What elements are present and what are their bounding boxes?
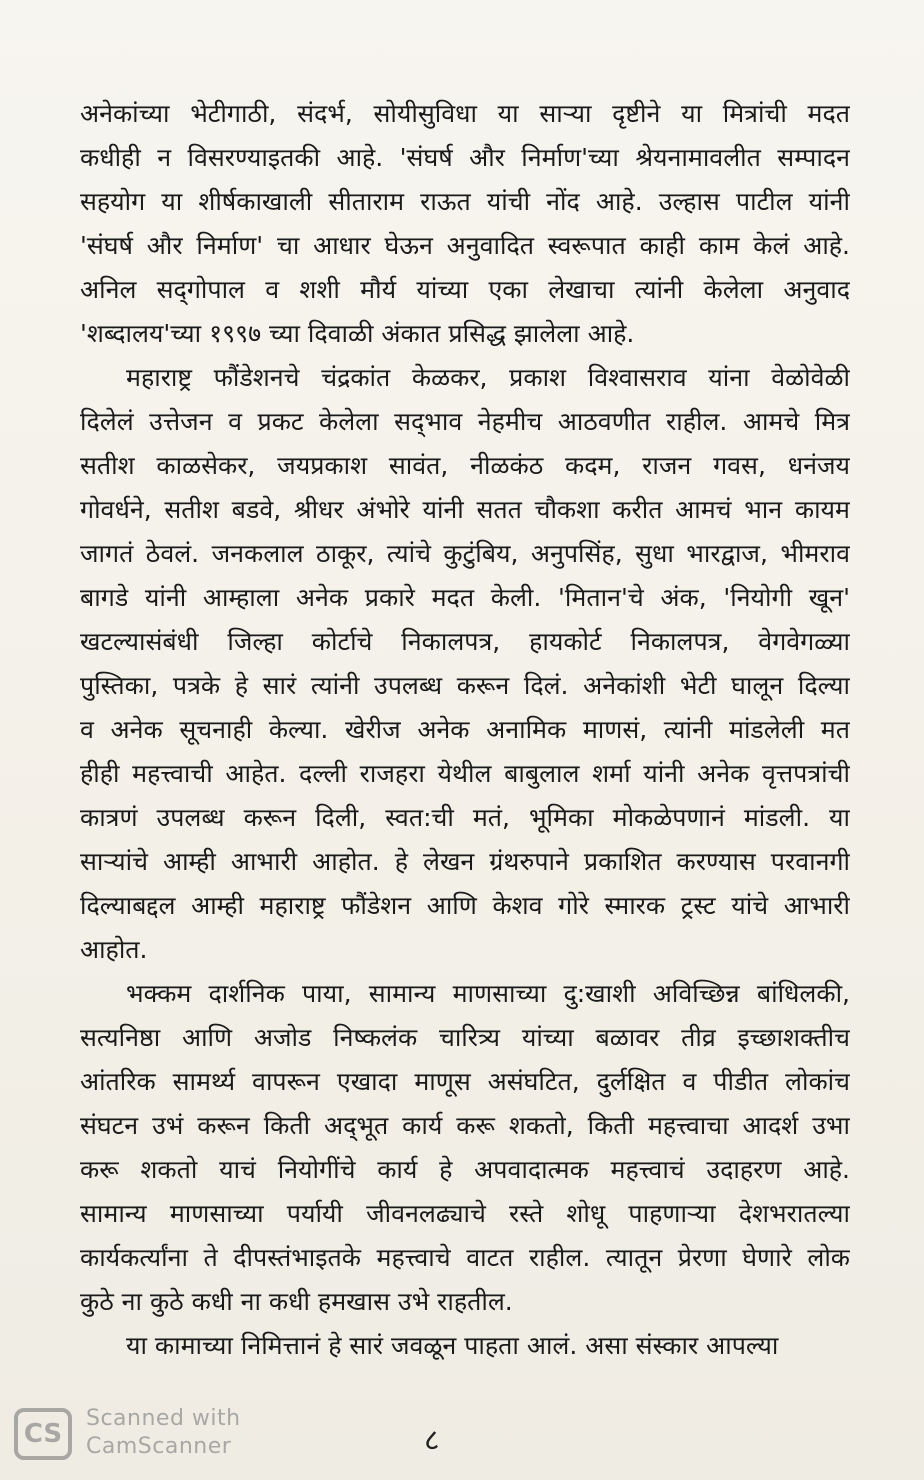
text-line: सामान्य माणसाच्या पर्यायी जीवनलढ्याचे रस्ते शोधू पाहणाऱ्या देशभरातल्या: [80, 1199, 850, 1228]
paragraph: [80, 972, 850, 1324]
text-line: दिल्याबद्दल आम्ही महाराष्ट्र फौंडेशन आणि केशव गोरे स्मारक ट्रस्ट यांचे आभारी: [80, 891, 850, 920]
text-line: अनेकांच्या भेटीगाठी, संदर्भ, सोयीसुविधा या साऱ्या दृष्टीने या मित्रांची मदत: [80, 99, 850, 128]
text-line: खटल्यासंबंधी जिल्हा कोर्टाचे निकालपत्र, हायकोर्ट निकालपत्र, वेगवेगळ्या: [80, 627, 850, 656]
text-line: 'शब्दालय'च्या १९९७ च्या दिवाळी अंकात प्रसिद्ध झालेला आहे.: [80, 319, 635, 348]
camscanner-logo-icon: CS: [14, 1408, 72, 1460]
paragraph: [80, 356, 850, 972]
text-line: अनिल सद्‌गोपाल व शशी मौर्य यांच्या एका लेखाचा त्यांनी केलेला अनुवाद: [80, 275, 850, 304]
text-line: आंतरिक सामर्थ्य वापरून एखादा माणूस असंघटित, दुर्लक्षित व पीडीत लोकांच: [80, 1067, 850, 1096]
text-line: बागडे यांनी आम्हाला अनेक प्रकारे मदत केली. 'मितान'चे अंक, 'नियोगी खून': [80, 583, 850, 612]
page-number: ८: [424, 1423, 440, 1458]
text-line: कार्यकर्त्यांना ते दीपस्तंभाइतके महत्त्वाचे वाटत राहील. त्यातून प्रेरणा घेणारे लोक: [80, 1243, 850, 1272]
text-line: व अनेक सूचनाही केल्या. खेरीज अनेक अनामिक माणसं, त्यांनी मांडलेली मत: [80, 715, 850, 744]
paragraph: [80, 92, 850, 356]
text-line: भक्कम दार्शनिक पाया, सामान्य माणसाच्या दु:खाशी अविच्छिन्न बांधिलकी,: [126, 979, 850, 1008]
text-line: पुस्तिका, पत्रके हे सारं त्यांनी उपलब्ध करून दिलं. अनेकांशी भेटी घालून दिल्या: [80, 671, 850, 700]
text-line: सतीश काळसेकर, जयप्रकाश सावंत, नीळकंठ कदम, राजन गवस, धनंजय: [80, 451, 850, 480]
text-line: महाराष्ट्र फौंडेशनचे चंद्रकांत केळकर, प्रकाश विश्वासराव यांना वेळोवेळी: [126, 363, 850, 392]
text-line: साऱ्यांचे आम्ही आभारी आहोत. हे लेखन ग्रंथरुपाने प्रकाशित करण्यास परवानगी: [80, 847, 850, 876]
text-line: गोवर्धने, सतीश बडवे, श्रीधर अंभोरे यांनी सतत चौकशा करीत आमचं भान कायम: [80, 495, 850, 524]
camscanner-watermark: [14, 1404, 274, 1468]
text-line: दिलेलं उत्तेजन व प्रकट केलेला सद्‌भाव नेहमीच आठवणीत राहील. आमचे मित्र: [80, 407, 850, 436]
text-line: 'संघर्ष और निर्माण' चा आधार घेऊन अनुवादित स्वरूपात काही काम केलं आहे.: [80, 231, 850, 260]
text-line: जागतं ठेवलं. जनकलाल ठाकूर, त्यांचे कुटुंबिय, अनुपसिंह, सुधा भारद्वाज, भीमराव: [80, 539, 850, 568]
paragraph: [80, 1324, 850, 1368]
text-line: संघटन उभं करून किती अद्‌भूत कार्य करू शकतो, किती महत्त्वाचा आदर्श उभा: [80, 1111, 850, 1140]
text-line: सत्यनिष्ठा आणि अजोड निष्कलंक चारित्र्य यांच्या बळावर तीव्र इच्छाशक्तीच: [80, 1023, 850, 1052]
text-line: करू शकतो याचं नियोगींचे कार्य हे अपवादात्मक महत्त्वाचं उदाहरण आहे.: [80, 1155, 850, 1184]
text-line: आहोत.: [80, 935, 148, 964]
text-line: हीही महत्त्वाची आहेत. दल्ली राजहरा येथील बाबुलाल शर्मा यांनी अनेक वृत्तपत्रांची: [80, 759, 850, 788]
text-line: सहयोग या शीर्षकाखाली सीताराम राऊत यांची नोंद आहे. उल्हास पाटील यांनी: [80, 187, 850, 216]
watermark-line-2: CamScanner: [86, 1434, 232, 1459]
watermark-line-1: Scanned with: [86, 1406, 241, 1431]
text-line: कात्रणं उपलब्ध करून दिली, स्वत:ची मतं, भूमिका मोकळेपणानं मांडली. या: [80, 803, 850, 832]
body-text: [80, 92, 850, 1368]
text-line: या कामाच्या निमित्तानं हे सारं जवळून पाहता आलं. असा संस्कार आपल्या: [126, 1331, 779, 1360]
text-line: कधीही न विसरण्याइतकी आहे. 'संघर्ष और निर्माण'च्या श्रेयनामावलीत सम्पादन: [80, 143, 850, 172]
text-line: कुठे ना कुठे कधी ना कधी हमखास उभे राहतील.: [80, 1287, 513, 1316]
